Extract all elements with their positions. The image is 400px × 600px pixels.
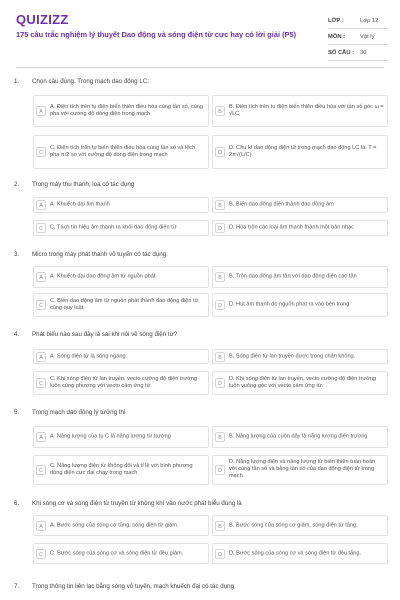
question-text: Khi sóng cơ và sóng điện từ truyền từ không khí vào nước phát biểu đúng là <box>32 500 242 507</box>
option-c[interactable] <box>33 220 209 236</box>
option-c[interactable] <box>33 455 209 485</box>
option-letter: C <box>36 300 46 310</box>
option-text: C. Khi sóng điện từ lan truyền, vecto cường độ điện trường luôn cùng phương với vecto cảm ứng từ. <box>50 375 197 389</box>
option-c[interactable] <box>33 293 209 317</box>
meta-label: LỚP : <box>328 17 344 24</box>
question-text: Chọn câu đúng. Trong mạch dao động LC: <box>32 78 149 85</box>
question-number: 5. <box>14 409 20 416</box>
meta-info <box>328 13 388 61</box>
option-letter: C <box>36 549 46 559</box>
option-a[interactable] <box>33 266 209 288</box>
option-a[interactable] <box>33 426 209 448</box>
meta-row-count <box>328 45 388 61</box>
option-text: C. Năng lượng điện từ không đổi và tỉ lệ với bình phương dòng điện cực đại chạy trong mạch <box>50 462 193 476</box>
question-number: 7. <box>14 583 20 590</box>
option-text: C. Tách tín hiệu âm thanh ra khỏi dao động điện từ <box>50 224 177 231</box>
option-text: D. Chu kì dao động điện từ trong mạch dao động LC là: T = 2π√(L/C) <box>229 144 377 158</box>
option-text: C. Bước sóng của sóng cơ và sóng điện từ đều giảm. <box>50 549 184 556</box>
option-text: A. Năng lượng của tụ C là năng lượng từ trường <box>50 433 171 440</box>
option-text: D. Bước sóng của sóng cơ và sóng điện từ đều tăng. <box>229 549 362 556</box>
option-letter: A <box>36 432 46 442</box>
option-letter: D <box>215 378 225 388</box>
option-letter: B <box>215 106 225 116</box>
option-text: A. Bước sóng của sóng cơ tăng, sóng điện từ giảm. <box>50 521 179 528</box>
option-d[interactable] <box>212 220 388 236</box>
option-letter: A <box>36 272 46 282</box>
question-text: Phát biểu nào sau đây là sai khi nói về sóng điện từ? <box>32 331 178 338</box>
option-d[interactable] <box>212 455 388 485</box>
option-letter: A <box>36 352 46 362</box>
option-a[interactable] <box>33 95 209 127</box>
option-text: B. Biến dao động điện thành dao động âm <box>229 201 334 208</box>
question-number: 1. <box>14 78 20 85</box>
option-text: B. Năng lượng của cuộn dây là năng lượng điện trường <box>229 433 368 440</box>
meta-value: Lớp 12 <box>360 17 379 24</box>
option-text: D. Hòa trộn các loại âm thanh thành một bản nhạc <box>229 224 355 231</box>
option-d[interactable] <box>212 371 388 395</box>
option-d[interactable] <box>212 543 388 564</box>
option-letter: C <box>36 378 46 388</box>
question-number: 3. <box>14 251 20 258</box>
option-b[interactable] <box>212 426 388 448</box>
option-a[interactable] <box>33 349 209 364</box>
header-divider <box>16 67 384 68</box>
option-c[interactable] <box>33 135 209 169</box>
question-number: 4. <box>14 331 20 338</box>
option-text: D. Năng lượng điện và năng lượng từ biến thiên tuần hoàn với cùng tần số và bằng tần số của dao động điện từ trong mạch <box>229 459 376 480</box>
option-c[interactable] <box>33 371 209 395</box>
option-text: B. Bước sóng của sóng cơ giảm, sóng điện từ tăng. <box>229 521 358 528</box>
header <box>0 0 400 62</box>
option-text: A. Sóng điện từ là sóng ngang. <box>50 352 128 359</box>
option-letter: D <box>215 549 225 559</box>
option-letter: B <box>215 432 225 442</box>
option-letter: A <box>36 200 46 210</box>
question-number: 6. <box>14 500 20 507</box>
question-text: Trong máy thu thanh, loa có tác dụng <box>32 181 135 188</box>
option-letter: C <box>36 465 46 475</box>
quizizz-logo: QUIZIZZ <box>16 12 69 27</box>
meta-label: MÔN : <box>328 33 346 40</box>
option-d[interactable] <box>212 135 388 169</box>
option-text: B. Điện tích trên tụ điện biến thiên điều hòa với tần số góc ω = √LC <box>229 103 384 117</box>
meta-row-class <box>328 13 388 29</box>
option-text: B. Sóng điện từ lan truyền được trong chân không. <box>229 352 356 359</box>
option-b[interactable] <box>212 349 388 364</box>
meta-value: 30 <box>360 49 367 56</box>
option-letter: A <box>36 521 46 531</box>
option-letter: B <box>215 352 225 362</box>
option-text: D. Khi sóng điện từ lan truyền, vecto cường độ điện trường luôn vuông góc với vecto cảm ứng từ. <box>229 375 376 389</box>
option-letter: C <box>36 223 46 233</box>
option-d[interactable] <box>212 293 388 317</box>
option-letter: D <box>215 223 225 233</box>
question-number: 2. <box>14 181 20 188</box>
option-letter: B <box>215 521 225 531</box>
meta-value: Vật lý <box>360 33 375 40</box>
option-letter: C <box>36 147 46 157</box>
option-c[interactable] <box>33 543 209 564</box>
meta-row-subject <box>328 29 388 45</box>
option-text: A. Khuếch đại dao động âm từ nguồn phát <box>50 273 156 280</box>
option-text: A. Khuếch đại âm thanh <box>50 201 110 208</box>
option-letter: A <box>36 106 46 116</box>
option-a[interactable] <box>33 515 209 536</box>
option-text: C. Biến dao động âm từ nguồn phát thành dao động điện từ cùng quy luật <box>50 297 199 311</box>
option-b[interactable] <box>212 95 388 127</box>
page-title: 175 câu trắc nghiệm lý thuyết Dao động và sóng điện từ cực hay có lời giải (P5) <box>16 30 297 39</box>
question-text: Trong thông tin liên lạc bằng sóng vô tuyến, mạch khuếch đại có tác dụng <box>32 583 235 590</box>
meta-label: SỐ CÂU : <box>328 49 355 56</box>
option-letter: D <box>215 147 225 157</box>
option-letter: D <box>215 300 225 310</box>
question-text: Trong mạch dao động lý tưởng thì <box>32 409 126 416</box>
option-a[interactable] <box>33 197 209 213</box>
option-b[interactable] <box>212 197 388 213</box>
question-text: Micro trong máy phát thanh vô tuyến có tác dụng: <box>32 251 168 258</box>
option-text: A. Điện tích trên tụ điện biến thiên điều hòa cùng tần số, cùng pha với cường độ dòng điện trong mạch <box>50 103 204 117</box>
option-text: C. Điện tích trên tụ biến thiên điều hòa cùng tần số và lệch pha π/2 so với cường độ dòng điện trong mạch <box>50 144 196 158</box>
option-letter: D <box>215 465 225 475</box>
option-b[interactable] <box>212 266 388 288</box>
option-b[interactable] <box>212 515 388 536</box>
option-text: B. Trộn dao động âm tần với dao động điện cao tần <box>229 273 357 280</box>
option-letter: B <box>215 272 225 282</box>
option-text: D. Hút âm thanh do nguồn phát ra vào bên trong <box>229 301 350 308</box>
option-letter: B <box>215 200 225 210</box>
